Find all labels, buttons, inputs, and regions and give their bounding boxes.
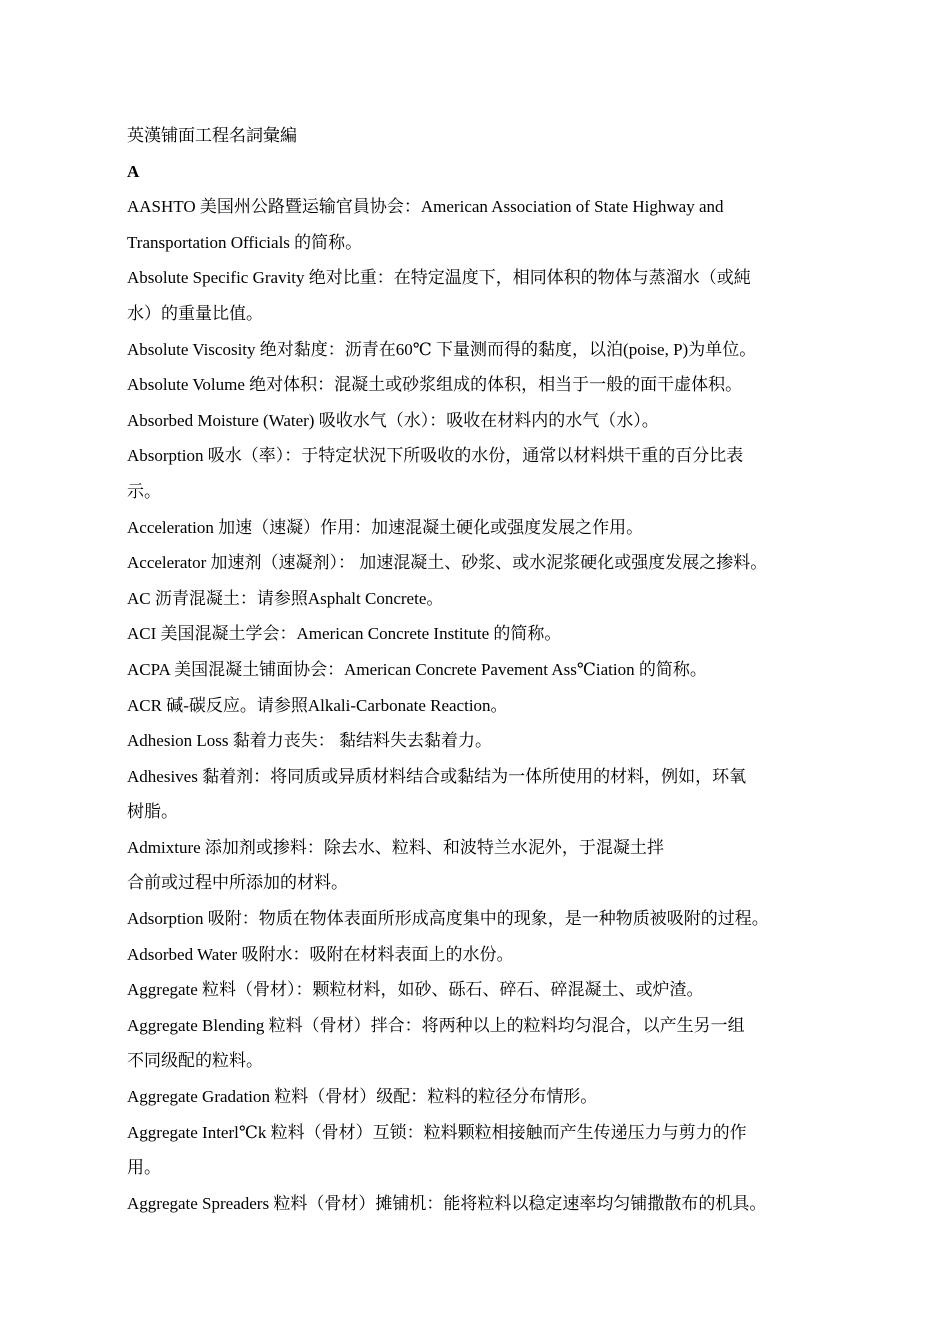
glossary-line: 不同级配的粒料。 [127,1051,263,1071]
glossary-line: Accelerator 加速剂（速凝剂）： 加速混凝土、砂浆、或水泥浆硬化或强度发展之掺料。 [127,553,768,573]
glossary-line: ACPA 美国混凝土铺面协会：American Concrete Pavement Ass℃iation 的简称。 [127,659,707,679]
glossary-line: Adhesives 黏着剂：将同质或异质材料结合或黏结为一体所使用的材料，例如，环氧 [127,766,747,786]
glossary-line: 水）的重量比值。 [127,303,263,323]
glossary-line: Absolute Specific Gravity 绝对比重：在特定温度下，相同体积的物体与蒸溜水（或純 [127,268,751,288]
glossary-line: ACI 美国混凝土学会：American Concrete Institute 的简称。 [127,624,562,644]
glossary-line: Aggregate Blending 粒料（骨材）拌合：将两种以上的粒料均匀混合，以产生另一组 [127,1015,745,1035]
glossary-line: AASHTO 美国州公路暨运输官員协会：American Association of State Highway and [127,197,724,217]
glossary-line: Adsorption 吸附：物质在物体表面所形成高度集中的现象，是一种物质被吸附的过程。 [127,909,769,929]
glossary-line: Aggregate Spreaders 粒料（骨材）摊铺机：能将粒料以稳定速率均匀铺撒散布的机具。 [127,1193,767,1213]
glossary-line: 树脂。 [127,802,178,822]
glossary-line: Adsorbed Water 吸附水：吸附在材料表面上的水份。 [127,944,514,964]
glossary-line: Aggregate 粒料（骨材）：颗粒材料，如砂、砾石、碎石、碎混凝土、或炉渣。 [127,980,704,1000]
glossary-line: Acceleration 加速（速凝）作用：加速混凝土硬化或强度发展之作用。 [127,517,644,537]
document-body [127,118,862,1221]
glossary-line: AC 沥青混凝土：请参照Asphalt Concrete。 [127,588,444,608]
section-letter-heading: A [127,161,140,181]
document-title: 英漢铺面工程名詞彙編 [127,126,297,145]
glossary-line: ACR 碱-碳反应。请参照Alkali-Carbonate Reaction。 [127,695,508,715]
glossary-line: Absorbed Moisture (Water) 吸收水气（水）：吸收在材料内的水气（水）。 [127,410,659,430]
glossary-line: Aggregate Gradation 粒料（骨材）级配：粒料的粒径分布情形。 [127,1087,598,1107]
glossary-line: Transportation Officials 的简称。 [127,232,363,252]
glossary-line: Aggregate Interl℃k 粒料（骨材）互锁：粒料颗粒相接触而产生传递压力与剪力的作 [127,1122,747,1142]
glossary-line: Adhesion Loss 黏着力丧失： 黏结料失去黏着力。 [127,731,493,751]
glossary-line: Absorption 吸水（率）：于特定状況下所吸收的水份，通常以材料烘干重的百分比表 [127,446,744,466]
glossary-line: Absolute Volume 绝对体积：混凝土或砂浆组成的体积，相当于一般的面干虚体积。 [127,375,743,395]
glossary-line: Absolute Viscosity 绝对黏度：沥青在60℃ 下量测而得的黏度，以泊(poise, P)为单位。 [127,339,757,359]
glossary-line: 示。 [127,481,161,501]
glossary-line: 用。 [127,1158,161,1178]
glossary-line: 合前或过程中所添加的材料。 [127,873,348,893]
glossary-line: Admixture 添加剂或掺料：除去水、粒料、和波特兰水泥外，于混凝土拌 [127,837,664,857]
